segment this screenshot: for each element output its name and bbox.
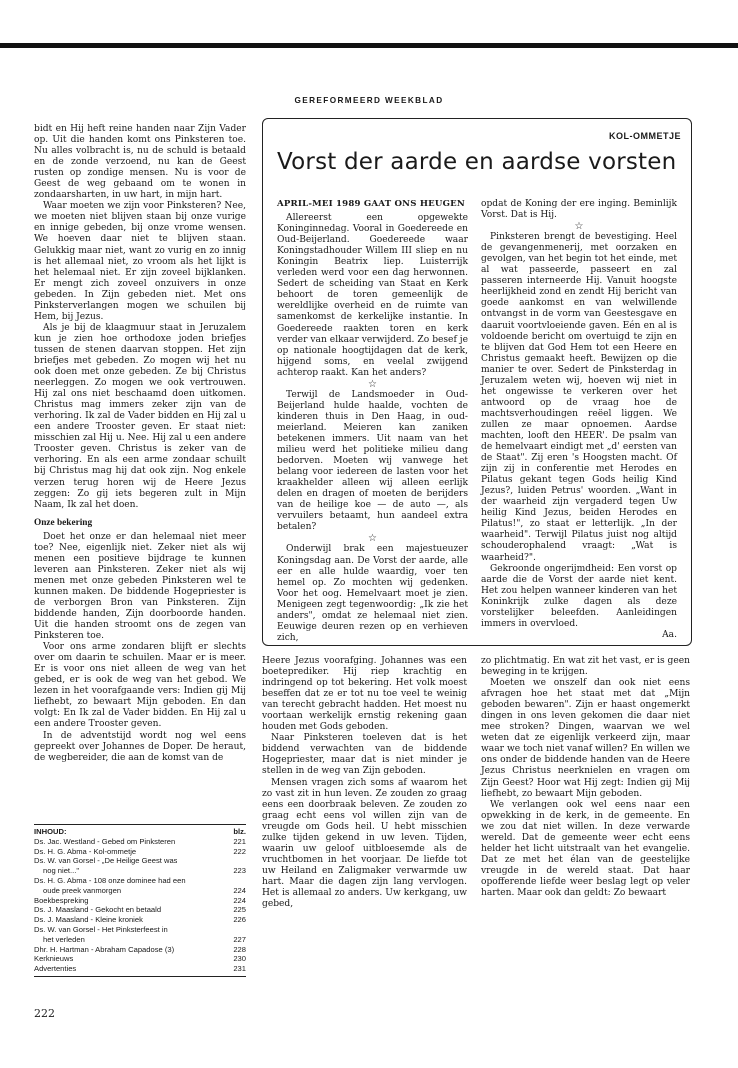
paragraph: Heere Jezus voorafging. Johannes was een boeteprediker. Hij riep krachtig en indringend op tot bekering. Het volk moest beseffen dat ze er tot nu toe veel te weinig van terecht gebracht hadden. Het moest nu voortaan werkelijk ernstig rekening gaan houden met Gods geboden. xyxy=(262,656,467,733)
toc-entry xyxy=(34,847,246,857)
toc-page-label: blz. xyxy=(233,827,246,836)
toc-entry-title: Ds. Jac. Westland - Gebed om Pinksteren xyxy=(34,836,176,846)
toc-entry-page: 225 xyxy=(233,905,246,915)
toc-heading: INHOUD: xyxy=(34,827,67,836)
section-heading: Onze bekering xyxy=(34,517,93,528)
left-paragraphs-b xyxy=(34,532,246,764)
paragraph: bidt en Hij heft reine handen naar Zijn Vader op. Uit die handen komt ons Pinksteren toe. Nu alles volbracht is, nu de schuld is betaald en de zonde verzoend, nu kan de Geest rusten op zondige mensen. Nu is voor de Geest de weg gebaand om te wonen in zondaarsharten, in uw hart, in mijn hart. xyxy=(34,124,246,201)
toc-entry-page: 221 xyxy=(233,836,246,846)
toc-entry-page: 222 xyxy=(233,846,246,856)
left-paragraphs-a xyxy=(34,124,246,511)
toc-entry xyxy=(34,915,246,925)
toc-entry xyxy=(34,886,246,896)
bottom-middle-column xyxy=(262,656,467,910)
toc-entry xyxy=(34,876,246,886)
toc-bottom-rule xyxy=(34,976,246,977)
paragraph: Allereerst een opgewekte Koninginnedag. Vooral in Goedereede en Oud-Beijerland. Goedereede waar Koningstadhouder Willem III sliep en nu Koningin Beatrix liep. Luisterrijk verleden werd voor een dag herwonnen. Sedert de scheiding van Staat en Kerk behoort de toren gemeenlijk de wereldlijke overheid en de ruimte van samenkomst de kerkelijke instantie. In Goedereede raakten toren en kerk verder van elkaar verwijderd. Zo besef je op nationale hoogtijdagen dat de kerk, hijgend soms, en veelal zwijgend achterop raakt. Kan het anders? xyxy=(277,213,468,378)
toc-top-rule xyxy=(34,824,246,825)
toc-entry-title: Ds. H. G. Abma - 108 onze dominee had een xyxy=(34,875,186,885)
paragraph: We verlangen ook wel eens naar een opwekking in de kerk, in de gemeente. En we zou dat niet willen. In deze verwarde wereld. Dat de gemeente weer echt eens helder het licht uitstraalt van het evangelie. Dat ze met het élan van de geestelijke vreugde in de wereld staat. Dat haar opofferende liefde weer beslag legt op veler harten. Maar ook dan geldt: Zo bewaart xyxy=(481,799,690,898)
signature: Aa. xyxy=(662,629,677,640)
toc-entry-title: Dhr. H. Hartman - Abraham Capadose (3) xyxy=(34,944,175,954)
toc-entry xyxy=(34,866,246,876)
paragraph: Moeten we onszelf dan ook niet eens afvragen hoe het staat met dat „Mijn geboden bewaren". Zijn er haast ongemerkt dingen in ons leven gekomen die daar niet mee stroken? Dingen, waarvan we wel weten dat ze eigenlijk verkeerd zijn, maar waar we toch niet vanaf willen? En willen we ons onder de biddende handen van de Heere Jezus Christus neerknielen en vragen om Zijn Geest? Hoor wat Hij zegt: Indien gij Mij liefhebt, zo bewaart Mijn geboden. xyxy=(481,678,690,799)
toc-entry-title: Ds. H. G. Abma - Kol-ommetje xyxy=(34,846,137,856)
star-ornament: ☆ xyxy=(368,378,377,390)
column-label: KOL-OMMETJE xyxy=(609,131,681,141)
toc-entry-page: 227 xyxy=(233,934,246,944)
paragraph: Waar moeten we zijn voor Pinksteren? Nee, we moeten niet blijven staan bij onze vurige en innige gebeden, bij onze vrome wensen. We hoeven daar niet te blijven staan. Gelukkig maar niet, want zo vurig en zo innig is het allemaal niet, zo vroom als het lijkt is het helemaal niet. Er zijn zoveel bijklanken. Er mengt zich zoveel onzuivers in onze gebeden. In Zijn gebeden niet. Met ons Pinksterverlangen mogen we schuilen bij Hem, bij Jezus. xyxy=(34,201,246,322)
paragraph: Terwijl de Landsmoeder in Oud-Beijerland hulde haalde, vochten de kinderen thuis in Den Haag, in oud-meierland. Meieren kan zaniken betekenen immers. Uit naam van het milieu werd het politieke milieu dang bedorven. Moeten wij vanwege het belang voor iedereen de lasten voor het kraakhelder alleen wij alleen eerlijk delen en dragen of moeten de berijders van de heilige koe — de auto —, als vervuilers betaamt, hun aandeel extra betalen? xyxy=(277,389,468,533)
paragraph: Doet het onze er dan helemaal niet meer toe? Nee, eigenlijk niet. Zeker niet als wij menen een positieve bijdrage te kunnen leveren aan Pinksteren. Zeker niet als wij menen met onze gebeden Pinksteren wel te kunnen maken. De biddende Hogepriester is de verborgen Bron van Pinksteren. Zijn biddende handen, Zijn doorboorde handen. Uit die handen stroomt ons de zegen van Pinksteren toe. xyxy=(34,531,246,642)
star-ornament: ☆ xyxy=(368,533,377,545)
left-column xyxy=(34,124,246,764)
paragraph: Voor ons arme zondaren blijft er slechts over om daarin te schuilen. Maar er is meer. Er is voor ons niet alleen de weg van het gebed, er is ook de weg van het gebod. We lezen in het voorafgaande vers: Indien gij Mij liefhebt, zo bewaart Mijn geboden. En dan volgt: En Ik zal de Vader bidden. En Hij zal u een andere Trooster geven. xyxy=(34,642,246,730)
page-number: 222 xyxy=(34,1007,55,1020)
toc-entry-page: 224 xyxy=(233,885,246,895)
toc-entry-page: 226 xyxy=(233,915,246,925)
toc-header xyxy=(34,827,246,837)
toc-entry-page: 223 xyxy=(233,866,246,876)
paragraph: Mensen vragen zich soms af waarom het zo vast zit in hun leven. Ze zouden zo graag eens een doorbraak beleven. Ze zouden zo graag echt eens vol willen zijn van de vreugde om Gods heil. U hebt misschien zulke tijden gekend in uw leven. Tijden, waarin uw geloof uitbloesemde als de vruchtbomen in het voorjaar. De liefde tot uw Heiland en Zaligmaker verwarmde uw hart. Maar die dagen zijn lang vervlogen. Het is allemaal zo anders. Uw kerkgang, uw gebed, xyxy=(262,777,467,910)
paragraph: Gekroonde ongerijmdheid: Een vorst op aarde die de Vorst der aarde niet kent. Het zou helpen wanneer kinderen van het Koninkrijk zulke dagen als deze vorstelijker beleefden. Aanleidingen immers in overvloed. xyxy=(481,563,677,629)
paragraph: Pinksteren brengt de bevestiging. Heel de gevangenmenerij, met oorzaken en gevolgen, van het begin tot het einde, met al wat passeerde, passeert en zal passeren interneerde Hij. Vanuit hoogste heerlijkheid zond en zendt Hij bericht van goede aankomst en van welwillende ontvangst in de vorm van Geestesgave en daaruit voortvloeiende gaven. Eén en al is voldoende bericht om overtuigd te zijn en te blijven dat God Hem tot een Heere en Christus gemaakt heeft. Bewijzen op die manier te over. Sedert de Pinksterdag in Jeruzalem weten wij, hoeven wij niet in het ongewisse te verkeren over het antwoord op de vraag hoe de machtsverhoudingen reëel liggen. We zullen ze maar opnoemen. Aardse machten, looft den HEER'. De psalm van de hemelvaart eindigt met „d' eersten van de Staat". Zij eren 's Hoogsten macht. Of zijn zij in conferentie met Herodes en Pilatus gekant tegen Gods heilig Kind Jezus?, luiden Petrus' woorden. „Want in der waarheid zijn vergaderd tegen Uw heilig Kind Jezus, beiden Herodes en Pilatus!", zo staat er letterlijk. „In der waarheid". Terwijl Pilatus juist nog altijd schouderophalend vraagt: „Wat is waarheid?". xyxy=(481,232,677,563)
toc-entry xyxy=(34,896,246,906)
toc-entry-page: 224 xyxy=(233,895,246,905)
toc-entry xyxy=(34,856,246,866)
paragraph: Als je bij de klaagmuur staat in Jeruzalem kun je zien hoe orthodoxe joden briefjes tussen de stenen daarvan stoppen. Het zijn briefjes met gebeden. Zo mogen wij het nu ook doen met onze gebeden. Ze bij Christus neerleggen. Zo mogen we ook vertrouwen. Hij zal ons niet beschaamd doen uitkomen. Christus mag immers zeker zijn van de verhoring. Ik zal de Vader bidden en Hij zal u een andere Trooster geven. Er staat niet: misschien zal Hij u. Nee. Hij zal u een andere Trooster geven. Christus is zeker van de verhoring. En als een arme zondaar schuilt bij Christus mag hij dat ook zijn. Nog enkele verzen terug horen wij de Heere Jezus zeggen: Zo gij iets begeren zult in Mijn Naam, Ik zal het doen. xyxy=(34,322,246,510)
toc-entry xyxy=(34,837,246,847)
paragraph: zo plichtmatig. En wat zit het vast, er is geen beweging in te krijgen. xyxy=(481,656,690,678)
toc-entry-title: Ds. J. Maasland - Gekocht en betaald xyxy=(34,905,162,915)
box-subheading: APRIL-MEI 1989 GAAT ONS HEUGEN xyxy=(277,199,465,209)
paragraph: Onderwijl brak een majestueuzer Koningsdag aan. De Vorst der aarde, alle eer en alle hulde waardig, voer ten hemel op. Zo mochten wij gedenken. Voor het oog. Hemelvaart moet je zien. Menigeen zegt tegenwoordig: „Ik zie het anders", omdat ze helemaal niet zien. Eeuwige deuren rezen op en verhieven zich, xyxy=(277,544,468,643)
toc-entry-page: 228 xyxy=(233,944,246,954)
toc-entry-page: 231 xyxy=(233,964,246,974)
toc-entry-title: nog niet..." xyxy=(43,866,80,876)
toc-entry xyxy=(34,935,246,945)
toc-entry-page: 230 xyxy=(233,954,246,964)
toc-entry xyxy=(34,945,246,955)
box-column-2 xyxy=(481,199,677,641)
toc-entry-title: het verleden xyxy=(43,934,85,944)
paragraph: In de adventstijd wordt nog wel eens gepreekt over Johannes de Doper. De heraut, de wegbereider, die aan de komst van de xyxy=(34,730,246,763)
star-ornament: ☆ xyxy=(574,221,584,233)
article-title: Vorst der aarde en aardse vorsten xyxy=(277,149,677,175)
toc-entry-title: Boekbespreking xyxy=(34,895,89,905)
paragraph: opdat de Koning der ere inging. Beminlijk Vorst. Dat is Hij. xyxy=(481,199,677,221)
toc-entry xyxy=(34,964,246,974)
toc-entry-title: oude preek vanmorgen xyxy=(43,885,122,895)
toc-entry-title: Ds. W. van Gorsel - Het Pinksterfeest in xyxy=(34,924,168,934)
toc-entry xyxy=(34,954,246,964)
toc-entry-title: Ds. J. Maasland - Kleine kroniek xyxy=(34,915,143,925)
bottom-right-column xyxy=(481,656,690,899)
kol-ommetje-box xyxy=(262,118,692,646)
table-of-contents xyxy=(34,824,246,977)
toc-entry xyxy=(34,905,246,915)
toc-entry-title: Advertenties xyxy=(34,964,77,974)
box-column-1 xyxy=(277,199,468,644)
toc-entry xyxy=(34,925,246,935)
top-rule xyxy=(0,43,738,48)
toc-entry-title: Kerknieuws xyxy=(34,954,74,964)
toc-entries xyxy=(34,837,246,974)
running-head: GEREFORMEERD WEEKBLAD xyxy=(294,96,444,105)
paragraph: Naar Pinksteren toeleven dat is het biddend verwachten van de biddende Hogepriester, maar dat is niet minder je stellen in de weg van Zijn geboden. xyxy=(262,733,467,777)
toc-entry-title: Ds. W. van Gorsel - „De Heilige Geest was xyxy=(34,856,178,866)
